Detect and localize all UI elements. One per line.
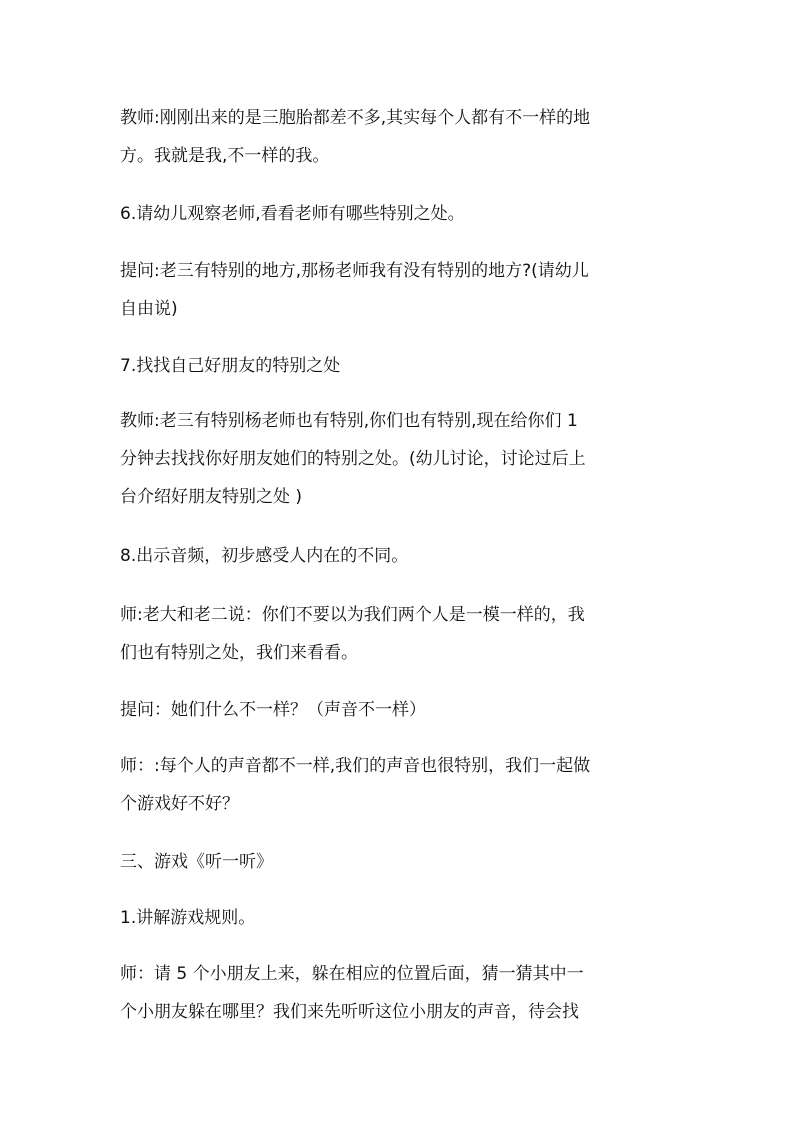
text-line: 师：请 5 个小朋友上来，躲在相应的位置后面，猜一猜其中一 — [120, 964, 584, 984]
paragraph-step-7 — [120, 347, 680, 385]
text-line: 方。我就是我,不一样的我。 — [120, 146, 330, 166]
text-line: 提问:老三有特别的地方,那杨老师我有没有特别的地方?(请幼儿 — [120, 261, 589, 281]
paragraph-teacher-game — [120, 955, 680, 1031]
paragraph-step-8 — [120, 537, 680, 575]
paragraph-step-6 — [120, 195, 680, 233]
paragraph-game-rules — [120, 899, 680, 937]
text-line: 台介绍好朋友特别之处 ) — [120, 487, 303, 507]
text-line: 7.找找自己好朋友的特别之处 — [120, 356, 341, 376]
paragraph-teacher-voice — [120, 747, 680, 823]
paragraph-teacher-triplets — [120, 99, 680, 175]
text-line: 教师:刚刚出来的是三胞胎都差不多,其实每个人都有不一样的地 — [120, 108, 591, 128]
text-line: 个游戏好不好？ — [120, 794, 239, 814]
paragraph-teacher-friends — [120, 402, 680, 516]
text-line: 分钟去找找你好朋友她们的特别之处。(幼儿讨论，讨论过后上 — [120, 449, 586, 469]
text-line: 师:老大和老二说：你们不要以为我们两个人是一模一样的，我 — [120, 605, 585, 625]
text-line: 师：:每个人的声音都不一样,我们的声音也很特别，我们一起做 — [120, 756, 591, 776]
paragraph-question-teacher — [120, 252, 680, 328]
paragraph-question-difference — [120, 691, 680, 729]
text-line: 提问：她们什么不一样？（声音不一样） — [120, 700, 426, 720]
text-line: 个小朋友躲在哪里？我们来先听听这位小朋友的声音，待会找 — [120, 1002, 579, 1022]
text-line: 8.出示音频，初步感受人内在的不同。 — [120, 546, 409, 566]
paragraph-teacher-sisters — [120, 596, 680, 672]
text-line: 教师:老三有特别杨老师也有特别,你们也有特别,现在给你们 1 — [120, 411, 578, 431]
text-line: 6.请幼儿观察老师,看看老师有哪些特别之处。 — [120, 204, 465, 224]
section-heading-game — [120, 843, 680, 881]
text-line: 自由说) — [120, 299, 178, 319]
text-line: 们也有特别之处，我们来看看。 — [120, 643, 358, 663]
text-line: 1.讲解游戏规则。 — [120, 908, 256, 928]
text-line: 三、游戏《听一听》 — [120, 852, 273, 872]
